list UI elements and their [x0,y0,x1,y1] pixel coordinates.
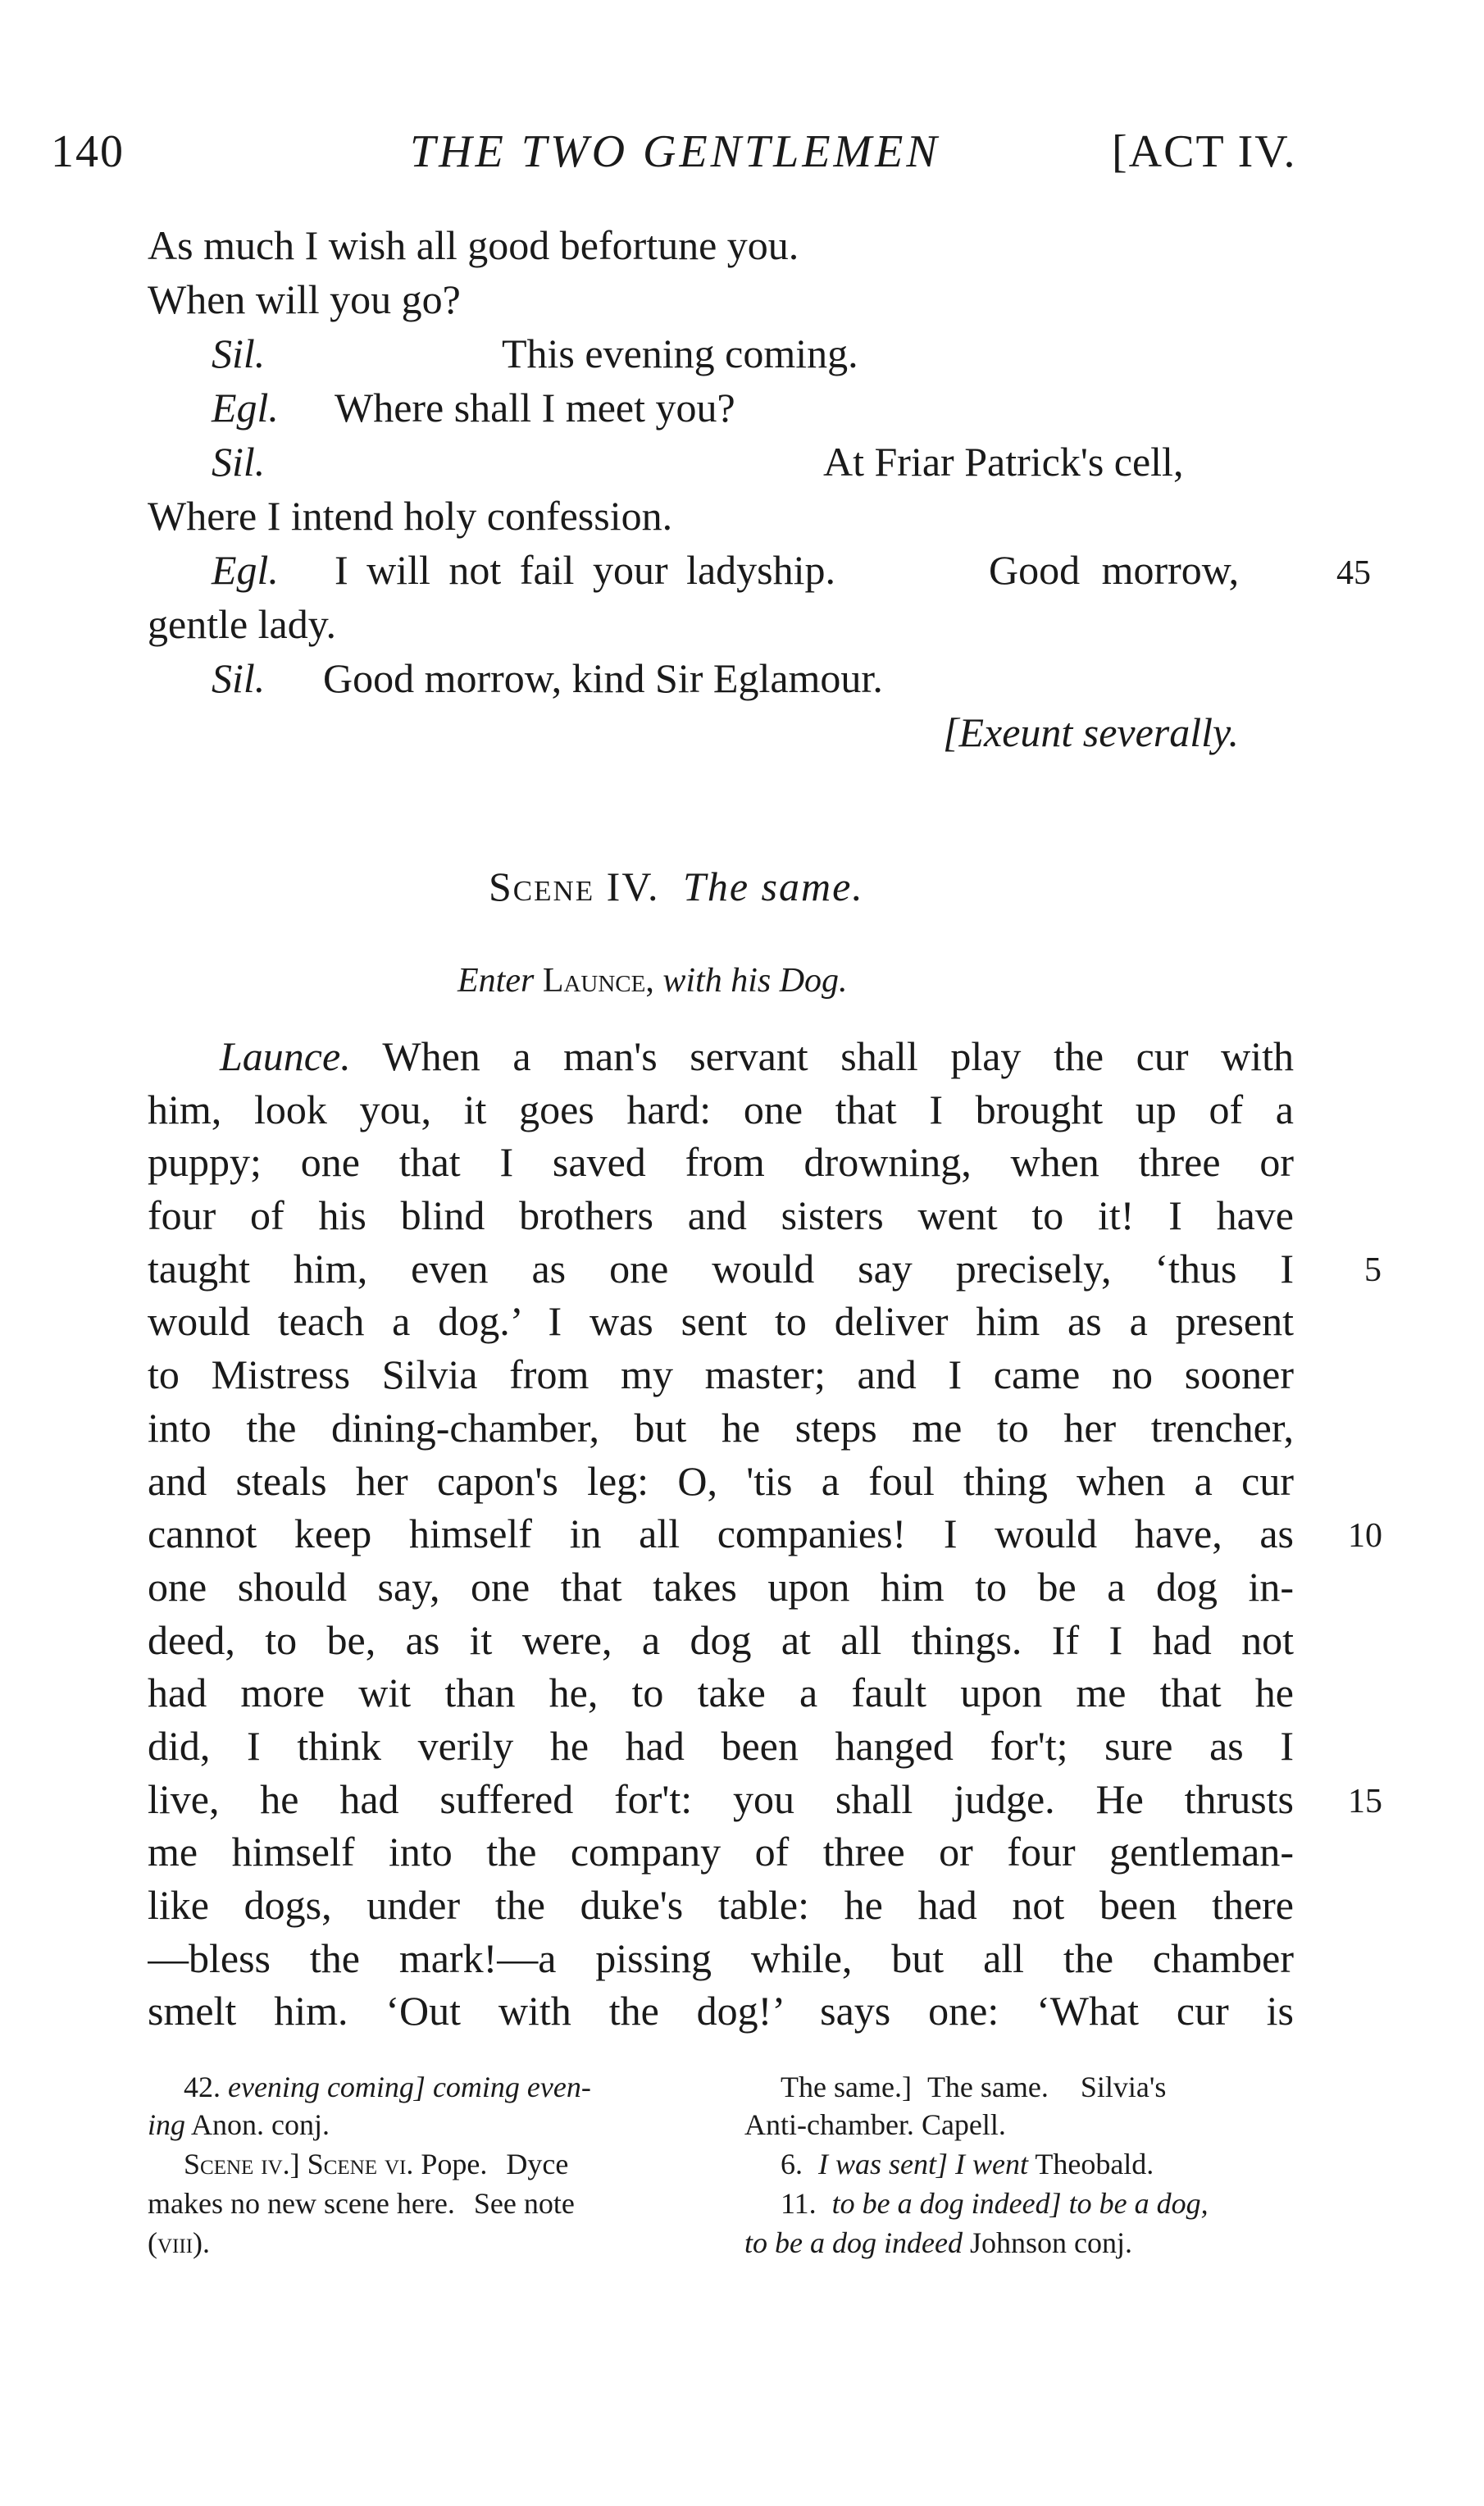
footnote-line: ing Anon. conj. [148,2108,330,2141]
enter-rest: with his Dog. [662,962,848,1000]
speaker-name: Sil. [212,655,266,701]
enter-word: Enter [457,962,535,1000]
page-number: 140 [51,126,125,177]
footnote-line: to be a dog indeed Johnson conj. [744,2226,1132,2259]
footnote-line: makes no new scene here. See note [148,2187,575,2220]
footnote-line: 6. I was sent] I went Theobald. [781,2148,1154,2180]
speaker-name: Egl. [212,385,279,431]
dialogue-line: Good morrow, kind Sir Eglamour. [323,655,883,701]
prose-line: cannot keep himself in all companies! I would have, as [148,1510,1294,1557]
dialogue-line: I will not fail your ladyship. [335,547,836,593]
scene-number: Scene IV. [489,863,660,909]
prose-line: to Mistress Silvia from my master; and I came no sooner [148,1351,1294,1398]
launce-speech [148,1030,1294,2038]
scene-location: The same. [683,863,864,909]
dialogue-line: Good morrow, [989,547,1240,593]
footnote-line: Anti-chamber. Capell. [744,2108,1006,2141]
footnote-line: The same.] The same. Silvia's [781,2071,1167,2103]
speaker-name: Sil. [212,439,266,485]
footnote-line: 42. evening coming] coming even- [184,2071,591,2103]
stage-direction-enter [457,958,848,1004]
prose-line: him, look you, it goes hard: one that I brought up of a [148,1086,1294,1132]
dialogue-line: As much I wish all good befortune you. [148,222,799,268]
speaker-name: Egl. [212,547,279,593]
dialogue-line: When will you go? [148,276,461,322]
prose-line: taught him, even as one would say precisely, ‘thus I [148,1245,1294,1292]
scene-heading [489,861,864,912]
line-number: 15 [1348,1783,1382,1820]
footnote-line: Scene iv.] Scene vi. Pope. Dyce [184,2148,569,2180]
prose-line: would teach a dog.’ I was sent to deliver him as a present [148,1298,1294,1345]
prose-line: four of his blind brothers and sisters went to it! I have [148,1192,1294,1239]
character-name: Launce, [542,962,654,1000]
prose-line: into the dining-chamber, but he steps me to her trencher, [148,1404,1294,1451]
line-number: 5 [1364,1251,1382,1289]
prose-line: —bless the mark!—a pissing while, but all the chamber [148,1934,1294,1981]
prose-line: had more wit than he, to take a fault upon me that he [148,1670,1294,1716]
speaker-name: Sil. [212,330,266,376]
act-marker: [ACT IV. [1112,126,1297,177]
prose-line: and steals her capon's leg: O, 'tis a foul thing when a cur [148,1457,1294,1504]
running-title: THE TWO GENTLEMEN [410,126,940,177]
dialogue-line: gentle lady. [148,601,337,647]
prose-line: did, I think verily he had been hanged for't; sure as I [148,1722,1294,1769]
line-number: 10 [1348,1517,1382,1555]
prose-line: deed, to be, as it were, a dog at all things. If I had not [148,1616,1294,1663]
prose-line: me himself into the company of three or four gentleman- [148,1829,1294,1875]
footnote-line: 11. to be a dog indeed] to be a dog, [781,2187,1209,2220]
prose-line: one should say, one that takes upon him to be a dog in- [148,1563,1294,1610]
dialogue-line: Where I intend holy confession. [148,493,673,539]
prose-line: live, he had suffered for't: you shall judge. He thrusts [148,1775,1294,1822]
prose-line: puppy; one that I saved from drowning, when three or [148,1139,1294,1186]
stage-direction: [Exeunt severally. [943,709,1239,755]
prose-line: smelt him. ‘Out with the dog!’ says one: ‘What cur is [148,1988,1294,2034]
dialogue-line: This evening coming. [502,330,858,376]
dialogue-line: Where shall I meet you? [335,385,735,431]
prose-line: Launce. When a man's servant shall play the cur with [220,1033,1294,1079]
footnote-line: (viii). [148,2226,211,2259]
line-number: 45 [1336,554,1371,592]
speaker-name: Launce. [220,1033,351,1079]
prose-line: like dogs, under the duke's table: he had not been there [148,1882,1294,1928]
dialogue-line: At Friar Patrick's cell, [823,439,1184,485]
